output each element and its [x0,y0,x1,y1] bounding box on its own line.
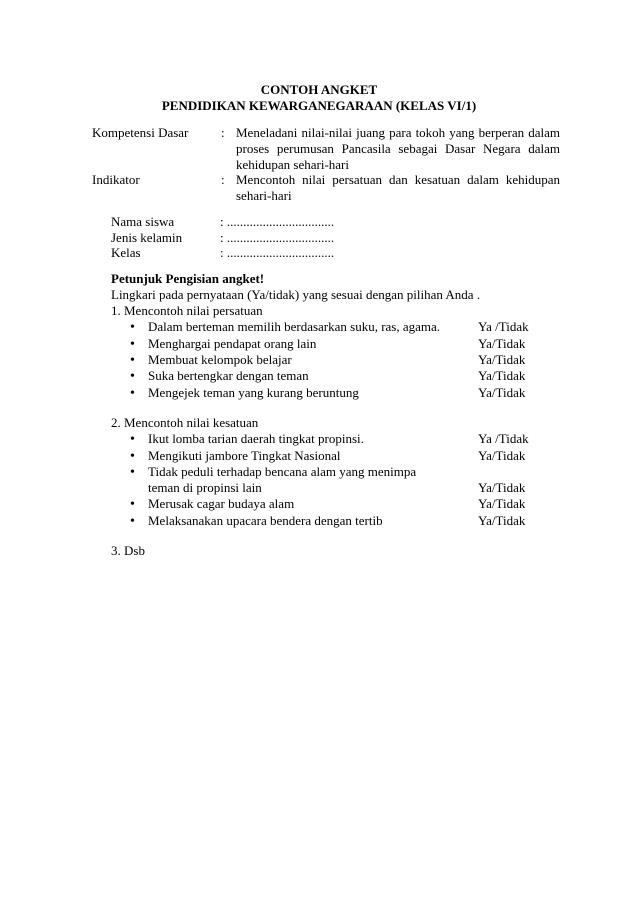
field-label-kelas: Kelas [111,245,141,260]
list-item [130,464,416,481]
indikator-label: Indikator [92,172,140,187]
field-value-jenis-kelamin[interactable]: : ................................. [220,230,335,245]
field-label-jenis-kelamin: Jenis kelamin [111,230,183,245]
answer-option[interactable]: Ya/Tidak [478,513,526,528]
list-item [130,496,294,513]
statement-text: Dalam berteman memilih berdasarkan suku, ras, agama. [148,319,441,334]
statement-text: Ikut lomba tarian daerah tingkat propinsi. [148,431,364,446]
answer-option[interactable]: Ya/Tidak [478,480,526,495]
list-item [130,368,309,385]
kompetensi-line-2: proses perumusan Pancasila sebagai Dasar Negara dalam [236,141,560,156]
section-2-heading: 2. Mencontoh nilai kesatuan [111,415,259,430]
statement-text: Merusak cagar budaya alam [148,496,295,511]
petunjuk-title: Petunjuk Pengisian angket! [111,271,265,286]
kompetensi-label: Kompetensi Dasar [92,125,189,140]
statement-text: Mengejek teman yang kurang beruntung [148,385,359,400]
section-1-heading: 1. Mencontoh nilai persatuan [111,303,263,318]
answer-option[interactable]: Ya/Tidak [478,336,526,351]
bullet-icon: • [130,514,135,529]
list-item [130,448,340,465]
indikator-colon: : [221,172,225,187]
page-subtitle: PENDIDIKAN KEWARGANEGARAAN (KELAS VI/1) [161,98,477,113]
bullet-icon: • [130,432,135,447]
field-value-nama[interactable]: : ................................. [220,214,335,229]
list-item [130,319,440,336]
bullet-icon: • [130,465,135,480]
statement-text: Membuat kelompok belajar [148,352,292,367]
list-item [130,385,359,402]
statement-text: Suka bertengkar dengan teman [148,368,309,383]
list-item [130,352,292,369]
bullet-icon: • [130,449,135,464]
indikator-line-2: sehari-hari [236,188,292,203]
answer-option[interactable]: Ya /Tidak [478,431,529,446]
answer-option[interactable]: Ya/Tidak [478,352,526,367]
list-item [130,431,364,448]
answer-option[interactable]: Ya/Tidak [478,496,526,511]
page-title: CONTOH ANGKET [260,82,378,97]
bullet-icon: • [130,320,135,335]
bullet-icon: • [130,337,135,352]
kompetensi-colon: : [221,125,225,140]
list-item [130,513,383,530]
kompetensi-line-1: Meneladani nilai-nilai juang para tokoh yang berperan dalam [236,125,560,140]
bullet-icon: • [130,386,135,401]
answer-option[interactable]: Ya/Tidak [478,448,526,463]
statement-text: Mengikuti jambore Tingkat Nasional [148,448,341,463]
field-label-nama: Nama siswa [111,214,175,229]
answer-option[interactable]: Ya /Tidak [478,319,529,334]
petunjuk-text: Lingkari pada pernyataan (Ya/tidak) yang sesuai dengan pilihan Anda . [111,287,481,302]
list-item [130,336,316,353]
statement-text-continued: teman di propinsi lain [148,480,262,495]
bullet-icon: • [130,497,135,512]
kompetensi-line-3: kehidupan sehari-hari [236,157,349,172]
answer-option[interactable]: Ya/Tidak [478,385,526,400]
bullet-icon: • [130,353,135,368]
statement-text: Tidak peduli terhadap bencana alam yang menimpa [148,464,417,479]
statement-text: Melaksanakan upacara bendera dengan tertib [148,513,383,528]
indikator-line-1: Mencontoh nilai persatuan dan kesatuan dalam kehidupan [236,172,560,187]
bullet-icon: • [130,369,135,384]
field-value-kelas[interactable]: : ................................. [220,245,335,260]
answer-option[interactable]: Ya/Tidak [478,368,526,383]
section-3-heading: 3. Dsb [111,543,145,558]
statement-text: Menghargai pendapat orang lain [148,336,317,351]
